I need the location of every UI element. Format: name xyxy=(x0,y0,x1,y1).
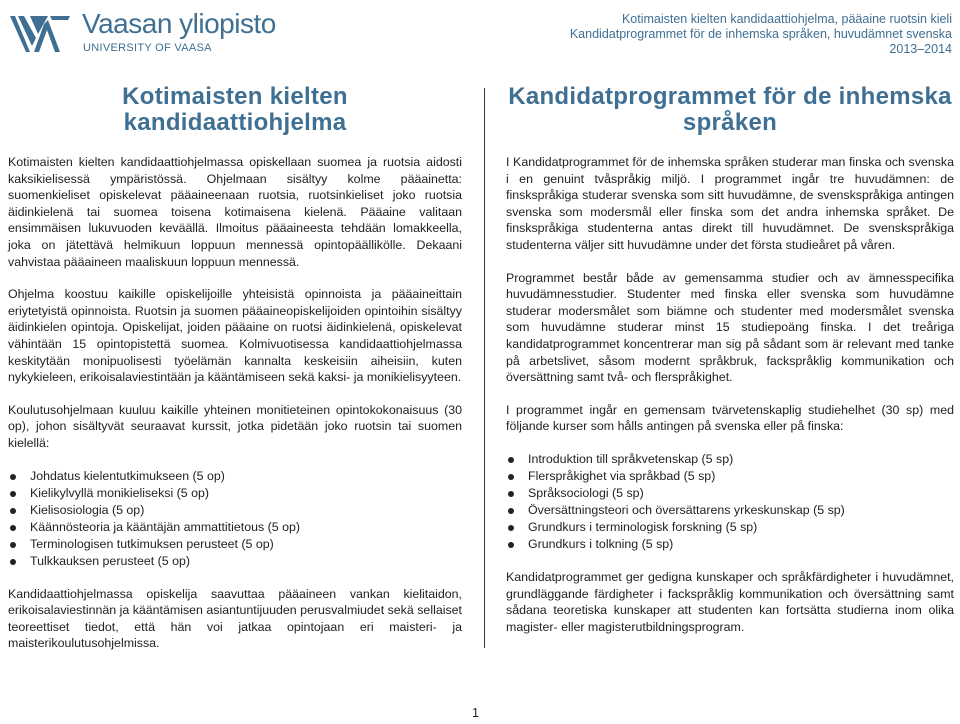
finnish-paragraph-3: Koulutusohjelmaan kuuluu kaikille yhteinen monitieteinen opintokokonaisuus (30 op), johon sisältyvät seuraavat kurssit, jotka pidetään joko ruotsin tai suomen kielellä: xyxy=(8,402,462,450)
course-item: Kielisosiologia (5 op) xyxy=(8,502,462,519)
logo-mark-icon xyxy=(8,12,72,56)
course-item: Grundkurs i tolkning (5 sp) xyxy=(506,536,954,553)
logo-name: Vaasan yliopisto xyxy=(82,8,276,39)
course-item: Språksociologi (5 sp) xyxy=(506,485,954,502)
logo-subtitle: UNIVERSITY OF VAASA xyxy=(83,42,212,54)
course-item: Flerspråkighet via språkbad (5 sp) xyxy=(506,468,954,485)
university-logo xyxy=(8,8,276,56)
page-number: 1 xyxy=(472,706,479,720)
header-line-finnish: Kotimaisten kielten kandidaattiohjelma, pääaine ruotsin kieli xyxy=(621,12,952,26)
swedish-title: Kandidatprogrammet för de inhemska språken xyxy=(508,83,952,136)
finnish-paragraph-2: Ohjelma koostuu kaikille opiskelijoille yhteisistä opinnoista ja pääaineittain eriytetyistä opinnoista. Ruotsin ja suomen pääaineopiskelijoiden opintoihin sisältyy äidinkielen opintoja. Opiskelijat, joiden pääaine on ruotsi äidinkielenä, opiskelevat vähintään 15 opintopistettä suomea. Kolmivuotisessa kandidaattiohjelmassa keskitytään monipuolisesti työelämän kannalta keskeisiin aiheisiin, kuten nykykieleen, erikoisalaviestintään ja kääntämiseen sekä kaksi- ja monikielisyyteen. xyxy=(8,287,462,385)
course-item: Introduktion till språkvetenskap (5 sp) xyxy=(506,451,954,468)
course-item: Tulkkauksen perusteet (5 op) xyxy=(8,553,462,570)
header-line-swedish: Kandidatprogrammet för de inhemska språken, huvudämnet svenska xyxy=(569,27,952,41)
document-header xyxy=(570,12,952,57)
course-item: Terminologisen tutkimuksen perusteet (5 op) xyxy=(8,536,462,553)
swedish-paragraph-3: I programmet ingår en gemensam tvärvetenskaplig studiehelhet (30 sp) med följande kurser som hålls antingen på svenska eller på finska: xyxy=(506,402,954,434)
finnish-paragraph-4: Kandidaattiohjelmassa opiskelija saavuttaa pääaineen vankan kielitaidon, erikoisalaviestinnän ja kääntämisen asiantuntijuuden perusvalmiudet sekä sellaiset teoreettiset tiedot, että hän voi jatkaa opintojaan eri maisteri- ja maisterikoulutusohjelmissa. xyxy=(8,586,462,651)
course-item: Johdatus kielentutkimukseen (5 op) xyxy=(8,468,462,485)
course-item: Kielikylvyllä monikieliseksi (5 op) xyxy=(8,485,462,502)
swedish-course-list xyxy=(506,451,954,553)
header-academic-year: 2013–2014 xyxy=(889,42,952,56)
column-divider xyxy=(484,88,485,648)
finnish-paragraph-1: Kotimaisten kielten kandidaattiohjelmassa opiskellaan suomea ja ruotsia aidosti kaksikielisessä ympäristössä. Ohjelmaan sisältyy kolme pääainetta: suomenkieliset opiskelevat pääaineenaan ruotsia, ruotsinkieliset joko ruotsia äidinkielenä tai suomea toisena kotimaisena kielenä. Pääaine valitaan ensimmäisen lukuvuoden keväällä. Ilmoitus pääaineesta tehdään lomakkeella, joka on jätettävä helmikuun loppuun mennessä opintopäällikölle. Dekaani vahvistaa pääaineen maaliskuun loppuun mennessä. xyxy=(8,155,462,269)
swedish-column xyxy=(506,84,954,651)
finnish-column xyxy=(8,84,462,668)
swedish-paragraph-2: Programmet består både av gemensamma studier och av ämnesspecifika huvudämnesstudier. Studenter med finska eller svenska som huvudämne studerar modersmålet som biämne och studenter med modersmålet svenska som huvudämne studerar minst 15 studiepoäng finska. I det treåriga kandidatprogrammet koncentrerar man sig på sådant som är relevant med tanke på arbetslivet, såsom modernt språkbruk, fackspråklig kommunikation och översättning samt två- och flerspråkighet. xyxy=(506,270,954,385)
swedish-paragraph-1: I Kandidatprogrammet för de inhemska språken studerar man finska och svenska i en genuint tvåspråkig miljö. I programmet ingår tre huvudämnen: de finskspråkiga studerar svenska som sitt huvudämne, de svenskspråkiga antingen svenska som modersmål eller finska som det andra inhemska språket. De finskspråkiga studenterna antas direkt till huvudämnet. De svenskspråkiga studenterna väljer sitt huvudämne under det första studieåret på våren. xyxy=(506,155,954,252)
finnish-course-list xyxy=(8,468,462,570)
course-item: Grundkurs i terminologisk forskning (5 sp) xyxy=(506,519,954,536)
finnish-title: Kotimaisten kielten kandidaattiohjelma xyxy=(122,83,348,136)
course-item: Käännösteoria ja kääntäjän ammattitietous (5 op) xyxy=(8,519,462,536)
course-item: Översättningsteori och översättarens yrkeskunskap (5 sp) xyxy=(506,502,954,519)
swedish-paragraph-4: Kandidatprogrammet ger gedigna kunskaper och språkfärdigheter i huvudämnet, grundläggande färdigheter i fackspråklig kommunikation och översättning samt sådana teoretiska kunskaper att studenten kan fortsätta studierna inom olika magister- eller magisterutbildningsprogram. xyxy=(506,569,954,634)
